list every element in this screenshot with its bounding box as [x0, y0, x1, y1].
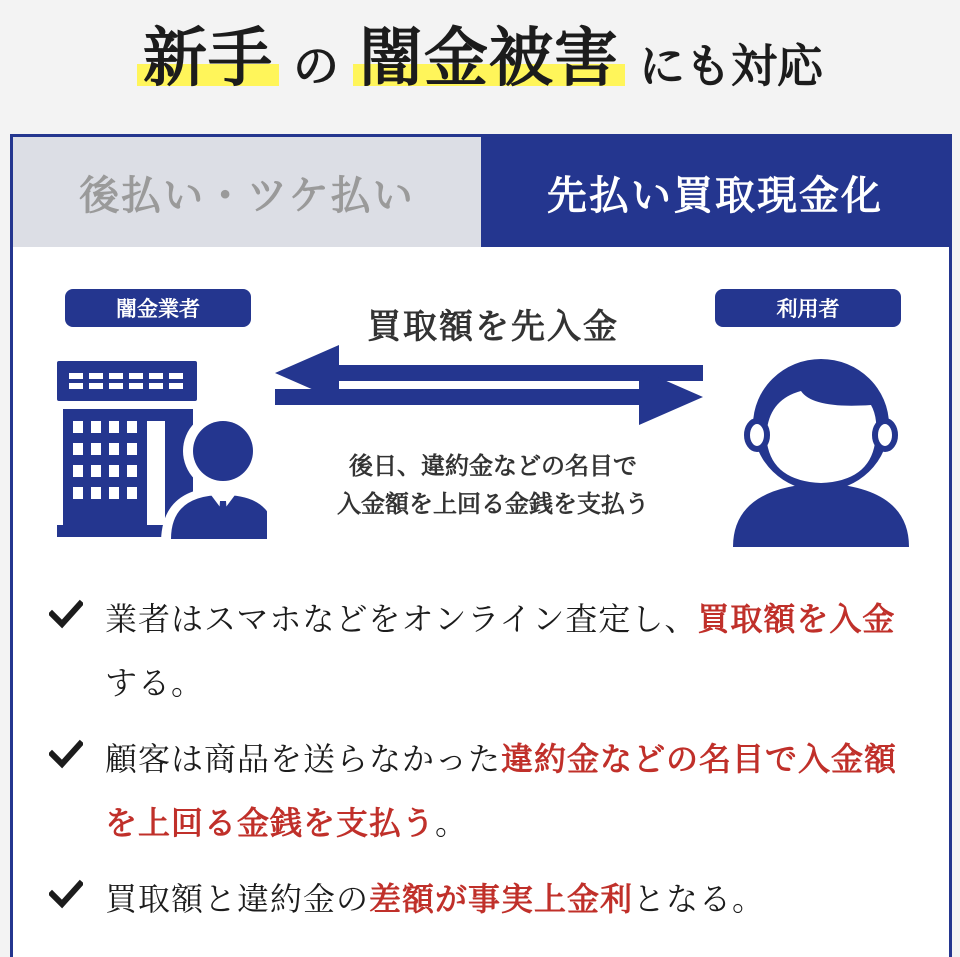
point-text-plain: となる。 [633, 880, 766, 918]
point-text-plain: する。 [105, 664, 205, 702]
headline [0, 0, 960, 118]
flow-label-top: 買取額を先入金 [367, 307, 619, 347]
point-text-highlight: 買取額を入金 [697, 600, 896, 638]
point-text [105, 727, 919, 855]
point-text-plain: 買取額と違約金の [105, 880, 370, 918]
flow-arrows-icon [275, 345, 711, 441]
headline-part-3: 闇金被害 [353, 27, 625, 91]
point-text [105, 587, 919, 715]
headline-part-2: の [293, 39, 339, 93]
list-item [49, 727, 919, 855]
user-icon [721, 347, 921, 547]
point-text-plain: 業者はスマホなどをオンライン査定し、 [105, 600, 698, 638]
flow-label-bottom-line-1: 後日、違約金などの名目で [349, 452, 637, 480]
tab-bar [13, 137, 949, 247]
point-text-highlight: 差額が事実上金利 [369, 880, 634, 918]
headline-part-1: 新手 [137, 27, 279, 91]
building-icon [57, 361, 267, 541]
lender-badge: 闇金業者 [65, 289, 251, 327]
check-icon [49, 739, 83, 769]
list-item [49, 587, 919, 715]
comparison-card [10, 134, 952, 957]
point-text [105, 867, 919, 931]
tab-prepaid-purchase[interactable]: 先払い買取現金化 [481, 137, 949, 247]
flow-label-bottom-line-2: 入金額を上回る金銭を支払う [337, 490, 649, 518]
user-badge: 利用者 [715, 289, 901, 327]
point-text-highlight: 違約金などの名目で入金額を上回る金銭を支払う [105, 740, 898, 842]
tab-deferred-payment[interactable]: 後払い・ツケ払い [13, 137, 481, 247]
check-icon [49, 599, 83, 629]
list-item [49, 867, 919, 931]
headline-part-4: にも対応 [639, 39, 823, 93]
check-icon [49, 879, 83, 909]
flow-diagram [13, 247, 949, 587]
flow-label-bottom [283, 447, 703, 523]
point-text-plain: 顧客は商品を送らなかった [105, 740, 502, 778]
point-text-plain: 。 [435, 804, 469, 842]
